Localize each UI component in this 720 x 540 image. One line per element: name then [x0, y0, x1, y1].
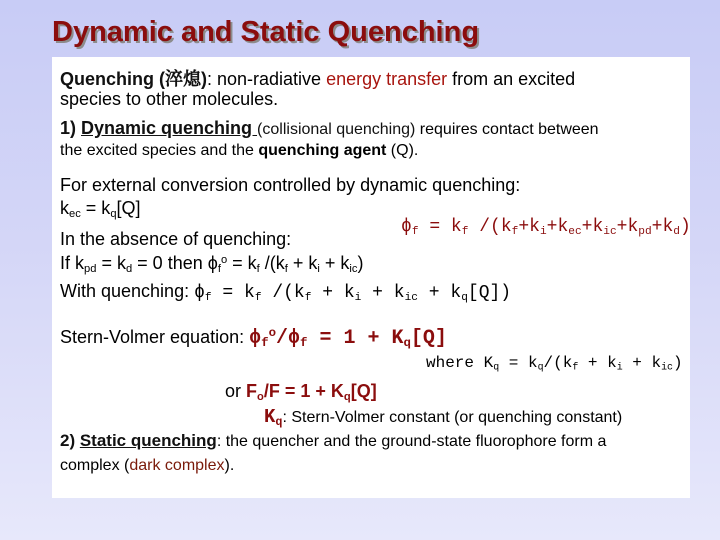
- quenching-agent-term: quenching agent: [258, 142, 387, 159]
- if-e: /(k: [259, 253, 285, 273]
- phi-plus-1: +k: [518, 217, 540, 237]
- where-sub-i: i: [616, 361, 623, 373]
- phi-sub-i: i: [539, 225, 547, 238]
- with-e: + k: [361, 283, 405, 303]
- sv-sup-o: o: [268, 326, 276, 340]
- fo-f-formula: [246, 381, 377, 401]
- with-quenching-equation: [60, 281, 511, 304]
- if-sub-f: f: [217, 262, 221, 275]
- slide-title: Dynamic and Static Quenching: [52, 16, 480, 48]
- where-f: ): [672, 354, 683, 372]
- if-phi: ϕ: [207, 253, 218, 273]
- with-sub-q: q: [461, 291, 468, 304]
- sv-rhs: = 1 + K: [307, 326, 404, 350]
- if-sub-pd: pd: [84, 262, 97, 275]
- with-quenching-formula: [194, 283, 511, 303]
- phi-sub-pd: pd: [638, 225, 652, 238]
- phi-sub-f: f: [461, 225, 469, 238]
- stern-volmer-label: Stern-Volmer equation:: [60, 326, 250, 347]
- collisional-quenching-text: (collisional quenching): [257, 121, 416, 138]
- where-sub-q: q: [493, 361, 500, 373]
- quenching-term-cjk: 淬熄: [165, 69, 201, 89]
- content-panel: [52, 57, 690, 498]
- dynamic-quenching-heading: Dynamic quenching: [81, 118, 258, 138]
- where-c: /(k: [543, 354, 573, 372]
- phi-plus-5: +k: [651, 217, 674, 237]
- kec-sub: ec: [69, 207, 81, 220]
- kq-stern-volmer-constant-line: [264, 406, 622, 429]
- with-a: With quenching:: [60, 281, 195, 301]
- dynamic-text-b: the excited species and the: [60, 142, 259, 159]
- kq-sub: q: [275, 414, 283, 429]
- sv-slash: /: [276, 326, 289, 350]
- F-rest: /F = 1 + K: [263, 381, 344, 401]
- energy-transfer-phrase: energy transfer: [326, 69, 448, 89]
- collisional-paren: [257, 121, 415, 138]
- if-c: = 0 then: [132, 253, 208, 273]
- definition-line-1: [60, 65, 575, 91]
- phi-f-equation: [401, 217, 691, 238]
- where-sub-ic: ic: [661, 361, 673, 373]
- dynamic-quenching-line-2: [60, 142, 418, 160]
- fluorescence-ratio-equation: [225, 381, 377, 403]
- phi-plus-2: +k: [546, 217, 569, 237]
- phi-plus-3: +k: [581, 217, 604, 237]
- kq-K: K: [264, 406, 276, 428]
- phi-plus-4: +k: [616, 217, 639, 237]
- F-end: [Q]: [350, 381, 377, 401]
- kq-description: : Stern-Volmer constant (or quenching constant): [282, 409, 623, 426]
- kq-definition: [426, 354, 683, 372]
- kec-sub-q: q: [110, 207, 117, 220]
- phi-close: ): [679, 217, 691, 237]
- if-a: If k: [60, 253, 85, 273]
- definition-line-2: species to other molecules.: [60, 89, 279, 109]
- with-b: = k: [211, 283, 255, 303]
- with-f: + k: [417, 283, 462, 303]
- kec-mid: = k: [80, 198, 111, 218]
- with-d: + k: [311, 283, 355, 303]
- if-sub-f3: f: [284, 262, 288, 275]
- where-sub-f: f: [572, 361, 579, 373]
- with-c: /(k: [261, 283, 305, 303]
- sv-sub-f2: f: [300, 335, 308, 350]
- static-quenching-heading: Static quenching: [79, 431, 217, 450]
- sv-phi-2: ϕ: [288, 326, 301, 350]
- if-kpd-equation: [60, 253, 363, 275]
- dynamic-text-a: requires contact between: [415, 121, 599, 138]
- static-text-c: ).: [224, 457, 235, 474]
- kq-symbol: [264, 406, 282, 428]
- if-sub-i: i: [317, 262, 320, 275]
- with-sub-ic: ic: [404, 291, 418, 304]
- with-phi: ϕ: [194, 283, 205, 303]
- phi-sub: f: [411, 225, 419, 238]
- quenching-term-end: ): [201, 69, 207, 89]
- kec-k: k: [60, 198, 69, 218]
- stern-volmer-formula: [249, 327, 447, 350]
- F-symbol: F: [246, 381, 258, 401]
- phi-sub-ic: ic: [603, 225, 617, 238]
- if-d: = k: [227, 253, 257, 273]
- with-sub-f: f: [204, 291, 212, 304]
- if-g: + k: [319, 253, 350, 273]
- with-g: [Q]): [467, 283, 512, 303]
- external-conversion-line: For external conversion controlled by dynamic quenching:: [60, 175, 521, 195]
- phi-sub-d: d: [673, 225, 680, 238]
- sv-sub-q: q: [403, 335, 411, 350]
- dynamic-text-c: (Q).: [386, 142, 419, 159]
- if-sub-ic: ic: [349, 262, 358, 275]
- if-b: = k: [96, 253, 126, 273]
- sv-sub-f1: f: [261, 335, 269, 350]
- dynamic-label-number: 1): [60, 118, 82, 138]
- or-text: or: [225, 381, 247, 401]
- with-sub-i: i: [354, 291, 362, 304]
- dark-complex-term: dark complex: [129, 457, 225, 474]
- static-text-b: complex (: [60, 457, 130, 474]
- definition-text-b: from an excited: [447, 69, 576, 89]
- static-label-number: 2): [60, 431, 80, 450]
- where-sub-q2: q: [537, 361, 544, 373]
- if-sub-d: d: [125, 262, 133, 275]
- phi-div: /(k: [468, 217, 512, 237]
- with-sub-f3: f: [304, 291, 312, 304]
- static-quenching-line-1: [60, 431, 606, 451]
- sv-rhs-end: [Q]: [410, 326, 447, 350]
- definition-text-a: : non-radiative: [207, 69, 327, 89]
- F-sub-q: q: [343, 390, 351, 403]
- if-f: + k: [287, 253, 318, 273]
- quenching-term: Quenching (: [60, 69, 165, 89]
- absence-of-quenching-line: In the absence of quenching:: [60, 229, 292, 249]
- F-sub-o: o: [257, 390, 264, 403]
- where-e: + k: [622, 354, 662, 372]
- where-a: where K: [426, 354, 494, 372]
- with-sub-f2: f: [254, 291, 262, 304]
- phi-sub-ec: ec: [568, 225, 582, 238]
- phi-sub-f2: f: [511, 225, 519, 238]
- phi-eq: = k: [418, 217, 462, 237]
- where-b: = k: [499, 354, 538, 372]
- static-quenching-line-2: [60, 457, 234, 475]
- dynamic-quenching-line-1: [60, 118, 599, 139]
- if-sup-o: o: [220, 253, 228, 266]
- if-sub-f2: f: [256, 262, 260, 275]
- static-text-a: : the quencher and the ground-state fluorophore form a: [216, 433, 607, 450]
- where-d: + k: [578, 354, 617, 372]
- stern-volmer-equation: [60, 326, 447, 350]
- kec-end: [Q]: [116, 198, 141, 218]
- if-h: ): [357, 253, 364, 273]
- sv-phi-1: ϕ: [249, 326, 262, 350]
- phi-symbol: ϕ: [401, 217, 412, 237]
- kec-equation: [60, 198, 141, 220]
